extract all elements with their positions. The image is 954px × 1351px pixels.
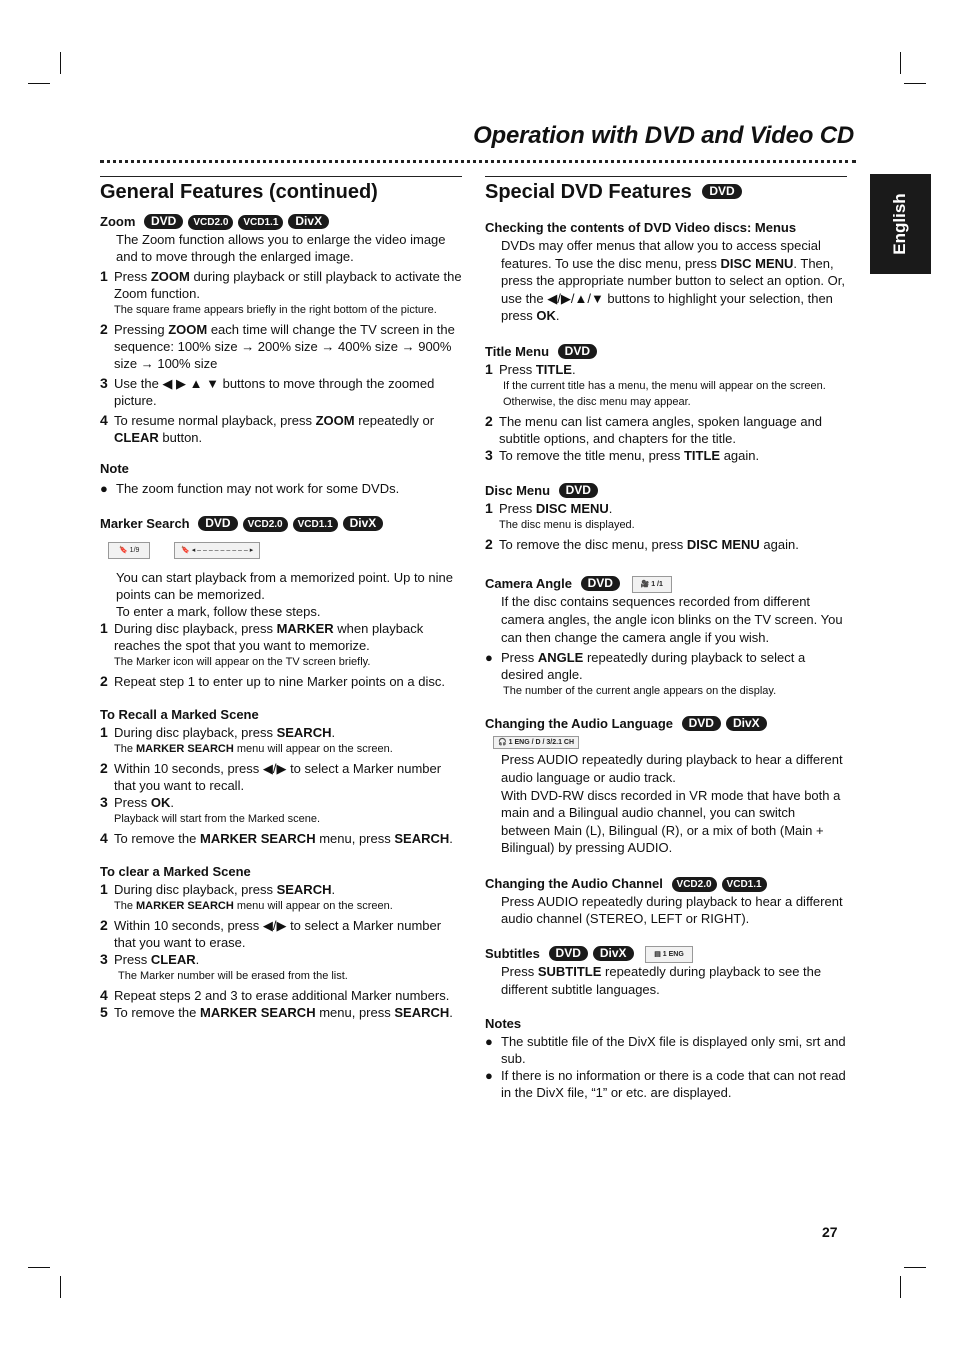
zoom-heading [100, 213, 462, 231]
recall-step-4: 4 To remove the MARKER SEARCH menu, press SEARCH. [100, 830, 453, 847]
osd-text: 1 ENG / D / 3/2.1 CH [508, 738, 575, 746]
recall-step-3-note: Playback will start from the Marked scene. [114, 813, 321, 826]
bullet-text: The subtitle file of the DivX file is displayed only smi, srt and sub. [501, 1034, 846, 1066]
subtitles-heading [485, 945, 847, 963]
step-text: Press DISC MENU. [499, 500, 613, 516]
language-tab-label: English [890, 193, 909, 255]
zoom-step-3: 3 Use the ◀ ▶ ▲ ▼ buttons to move through the zoomed picture. [100, 375, 435, 408]
step-text: Use the ◀ ▶ ▲ ▼ buttons to move through the zoomed picture. [114, 376, 435, 408]
camera-icon: 🎥 [640, 580, 650, 588]
title-menu-title: Title Menu [485, 343, 550, 359]
zoom-step-1: 1 Press ZOOM during playback or still playback to activate the Zoom function. [100, 268, 462, 301]
clear-step-5: 5 To remove the MARKER SEARCH menu, press SEARCH. [100, 1004, 453, 1021]
clear-step-3-note: The Marker number will be erased from the list. [118, 970, 348, 983]
headphone-icon: 🎧 [498, 738, 507, 746]
camera-bullet: ● Press ANGLE repeatedly during playback to select a desired angle. [485, 649, 806, 682]
check-heading: Checking the contents of DVD Video discs: Menus [485, 220, 797, 235]
vcd20-badge: VCD2.0 [188, 215, 233, 230]
audio-chan-text: Press AUDIO repeatedly during playback to hear a different audio channel (STEREO, LEFT or RIGHT). [501, 893, 843, 926]
subtitles-text: Press SUBTITLE repeatedly during playback to see the different subtitle languages. [501, 964, 822, 997]
zoom-step-2: 2 Pressing ZOOM each time will change the TV screen in the sequence: 100% size → 200% size → 400% size → 900% size → 100% size [100, 321, 455, 371]
step-text: Repeat step 1 to enter up to nine Marker points on a disc. [114, 674, 445, 690]
title-menu-step-3: 3 To remove the title menu, press TITLE again. [485, 446, 760, 463]
dvd-badge: DVD [198, 516, 237, 531]
dvd-badge: DVD [558, 344, 597, 359]
crop-mark [60, 52, 61, 74]
step-text: To remove the MARKER SEARCH menu, press SEARCH. [114, 1005, 453, 1021]
osd-text: 1 ENG [662, 951, 684, 958]
camera-heading [485, 575, 847, 593]
dvd-badge: DVD [682, 716, 721, 731]
clear-step-3: 3 Press CLEAR. [100, 951, 200, 968]
step-text: During disc playback, press MARKER when playback reaches the spot that you want to memorize. [114, 621, 424, 654]
osd-text: 1/9 [129, 547, 140, 555]
audio-lang-text-2: With DVD-RW discs recorded in VR mode that have both a main and a Bilingual audio channel, you can switch between Main (L), Bilingual (R), or a mix of both (Main + Bilingual) by pressing AUDIO. [501, 787, 841, 856]
crop-mark [28, 83, 50, 84]
step-text: To remove the disc menu, press DISC MENU again. [499, 536, 799, 552]
dvd-badge: DVD [702, 184, 741, 199]
camera-bullet-note: The number of the current angle appears on the display. [503, 684, 777, 697]
marker-osd-row [100, 541, 462, 559]
step-text: Within 10 seconds, press ◀/▶ to select a Marker number that you want to erase. [114, 918, 442, 951]
crop-mark [904, 83, 926, 84]
disc-menu-step-1-note: The disc menu is displayed. [499, 518, 635, 531]
vcd11-badge: VCD1.1 [238, 215, 283, 230]
divx-badge: DivX [726, 716, 767, 731]
subtitles-title: Subtitles [485, 945, 540, 961]
step-text: To resume normal playback, press ZOOM repeatedly or CLEAR button. [114, 413, 435, 445]
disc-menu-heading [485, 482, 847, 500]
step-text: Within 10 seconds, press ◀/▶ to select a Marker number that you want to recall. [114, 761, 442, 794]
notes-bullet-2: ● If there is no information or there is a code that can not read in the DivX file, “1” or etc. are displayed. [485, 1068, 846, 1100]
subtitle-osd [645, 946, 693, 963]
marker-icon: 🔖 [119, 547, 128, 555]
camera-text: If the disc contains sequences recorded from different camera angles, the angle icon blinks on the TV screen. You can then change the camera angle if you wish. [501, 593, 843, 645]
step-text: Press ZOOM during playback or still playback to activate the Zoom function. [114, 269, 462, 301]
section-heading: General Features (continued) [100, 176, 462, 207]
dvd-badge: DVD [559, 483, 598, 498]
crop-mark [904, 1267, 926, 1268]
crop-mark [900, 52, 901, 74]
recall-step-1: 1 During disc playback, press SEARCH. [100, 724, 336, 741]
vcd11-badge: VCD1.1 [293, 517, 338, 532]
recall-step-3: 3 Press OK. [100, 794, 174, 811]
osd-text: ◂ – – – – – – – – – ▸ [191, 547, 254, 555]
vcd11-badge: VCD1.1 [722, 877, 767, 892]
disc-menu-step-2: 2 To remove the disc menu, press DISC MENU again. [485, 535, 799, 552]
crop-mark [60, 1276, 61, 1298]
bullet-text: The zoom function may not work for some DVDs. [116, 481, 400, 496]
marker-step-1: 1 During disc playback, press MARKER when playback reaches the spot that you want to memorize. [100, 620, 424, 654]
notes-bullet-1: ● The subtitle file of the DivX file is displayed only smi, srt and sub. [485, 1034, 846, 1066]
notes-heading: Notes [485, 1016, 522, 1031]
camera-title: Camera Angle [485, 575, 572, 591]
audio-lang-title: Changing the Audio Language [485, 715, 674, 731]
recall-heading: To Recall a Marked Scene [100, 707, 259, 723]
title-menu-step-2: 2 The menu can list camera angles, spoken language and subtitle options, and chapters for the title. [485, 412, 823, 446]
recall-step-1-note: The MARKER SEARCH menu will appear on the screen. [114, 743, 393, 756]
disc-menu-title: Disc Menu [485, 482, 551, 498]
divx-badge: DivX [288, 214, 329, 229]
clear-step-1: 1 During disc playback, press SEARCH. [100, 881, 336, 898]
divx-badge: DivX [593, 946, 634, 961]
title-menu-heading [485, 343, 847, 361]
audio-osd [493, 736, 579, 749]
angle-osd [632, 576, 672, 593]
step-text: During disc playback, press SEARCH. [114, 725, 336, 741]
step-text: Repeat steps 2 and 3 to erase additional Marker numbers. [114, 988, 450, 1004]
right-column [485, 176, 847, 1101]
marker-title: Marker Search [100, 516, 190, 531]
clear-heading: To clear a Marked Scene [100, 864, 251, 880]
divx-badge: DivX [343, 516, 384, 531]
title-menu-step-1: 1 Press TITLE. [485, 360, 576, 377]
step-text: To remove the title menu, press TITLE again. [499, 447, 760, 463]
marker-step-1-note: The Marker icon will appear on the TV screen briefly. [114, 656, 371, 669]
audio-lang-heading [485, 715, 847, 751]
audio-chan-heading [485, 875, 847, 893]
note-bullet: ● The zoom function may not work for some DVDs. [100, 481, 400, 496]
crop-mark [900, 1276, 901, 1298]
marker-step-2: 2 Repeat step 1 to enter up to nine Marker points on a disc. [100, 673, 445, 690]
marker-intro-2: To enter a mark, follow these steps. [116, 604, 321, 620]
vcd20-badge: VCD2.0 [243, 517, 288, 532]
zoom-intro: The Zoom function allows you to enlarge the video image and to move through the enlarged image. [116, 232, 446, 264]
marker-heading [100, 515, 462, 533]
dvd-badge: DVD [144, 214, 183, 229]
crop-mark [28, 1267, 50, 1268]
clear-step-4: 4 Repeat steps 2 and 3 to erase additional Marker numbers. [100, 987, 450, 1004]
dvd-badge: DVD [549, 946, 588, 961]
bullet-text: Press ANGLE repeatedly during playback to select a desired angle. [501, 649, 806, 682]
marker-osd-count [108, 542, 150, 559]
language-tab [870, 174, 931, 274]
note-heading: Note [100, 461, 129, 476]
page-number: 27 [822, 1224, 838, 1240]
step-text: The menu can list camera angles, spoken language and subtitle options, and chapters for the title. [499, 413, 823, 446]
zoom-step-4: 4 To resume normal playback, press ZOOM repeatedly or CLEAR button. [100, 412, 435, 445]
section-heading [485, 176, 847, 207]
recall-step-2: 2 Within 10 seconds, press ◀/▶ to select a Marker number that you want to recall. [100, 760, 442, 794]
bullet-text: If there is no information or there is a code that can not read in the DivX file, “1” or etc. are displayed. [501, 1068, 846, 1100]
zoom-title: Zoom [100, 214, 136, 229]
dvd-badge: DVD [581, 576, 620, 591]
marker-osd-bar [174, 542, 260, 559]
audio-lang-text-1: Press AUDIO repeatedly during playback to hear a different audio language or audio track. [501, 751, 843, 785]
step-text: Pressing ZOOM each time will change the TV screen in the sequence: 100% size → 200% size → 400% size → 900% size → 100% size [114, 322, 455, 371]
step-text: Press CLEAR. [114, 952, 200, 968]
left-column [100, 176, 462, 1021]
subtitle-icon: ▤ [654, 951, 661, 958]
step-text: During disc playback, press SEARCH. [114, 882, 336, 898]
vcd20-badge: VCD2.0 [672, 877, 717, 892]
page-title: Operation with DVD and Video CD [473, 122, 854, 149]
check-text: DVDs may offer menus that allow you to access special features. To use the disc menu, press DISC MENU. Then, press the appropriate number button to select an option. Or, use the ◀/▶/▲/▼ buttons to highlight your selection, then press OK. [501, 238, 845, 323]
disc-menu-step-1: 1 Press DISC MENU. [485, 499, 613, 516]
marker-icon: 🔖 [181, 547, 190, 555]
dotted-divider [100, 160, 856, 163]
step-text: Press OK. [114, 795, 174, 811]
section-heading-text: Special DVD Features [485, 181, 692, 203]
marker-intro: You can start playback from a memorized point. Up to nine points can be memorized. [116, 570, 453, 603]
audio-chan-title: Changing the Audio Channel [485, 875, 663, 891]
clear-step-1-note: The MARKER SEARCH menu will appear on the screen. [114, 900, 393, 913]
step-text: To remove the MARKER SEARCH menu, press SEARCH. [114, 831, 453, 847]
osd-text: 1 /1 [651, 580, 663, 588]
step-text: Press TITLE. [499, 361, 576, 377]
title-menu-step-1-note: If the current title has a menu, the menu will appear on the screen. Otherwise, the disc menu may appear. [503, 379, 826, 408]
clear-step-2: 2 Within 10 seconds, press ◀/▶ to select a Marker number that you want to erase. [100, 917, 442, 951]
zoom-step-1-note: The square frame appears briefly in the right bottom of the picture. [114, 304, 437, 316]
